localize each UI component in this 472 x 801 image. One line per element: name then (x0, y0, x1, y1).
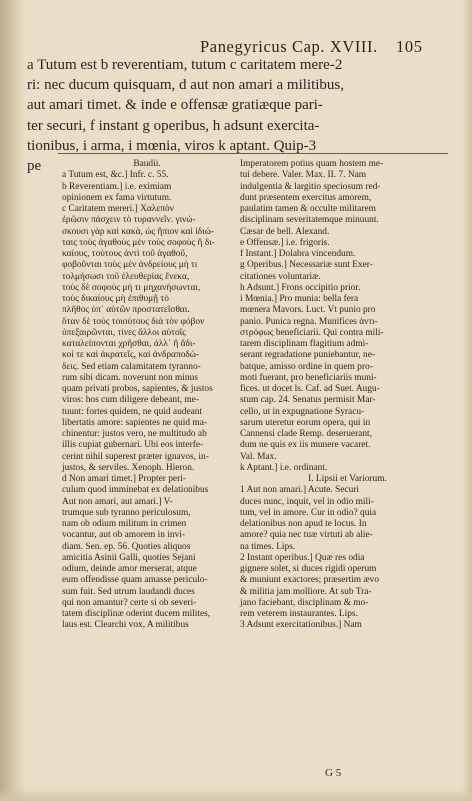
commentary-line: delationibus non apud te locus. In (240, 519, 367, 529)
commentary-left-column (62, 159, 232, 632)
commentary-line: cello, ut in expugnatione Syracu- (240, 406, 365, 417)
main-text-line: pe (27, 157, 42, 174)
commentary-line: vocantur, aut ob amorem in invi- (62, 530, 186, 541)
commentary-line: καίους, τοὺτους ἀντὶ τοῦ ἀγαθοῦ, (62, 249, 188, 259)
commentary-line: ὅταν δὲ τοὺς τοιούτους διὰ τὸν φόβον (62, 316, 205, 327)
commentary-line: ἐρῶσιν πάσχειν τὸ τυραννεῖν. γινώ- (62, 215, 196, 226)
main-text-line: a Tutum est b reverentiam, tutum c caritatem mere-2 (27, 57, 343, 73)
commentary-line: trumque sub tyranno periculosum, (62, 507, 191, 518)
commentary-line: tatem disciplinæ oderint ducem milites, (62, 609, 211, 619)
commentary-line: amore? quia nec tuæ virtuti ab alie- (240, 530, 373, 541)
commentary-line: stum cap. 24. Senatus permisit Mar- (240, 395, 376, 406)
commentary-line: rem veterem instaurantes. Lips. (240, 609, 358, 619)
commentary-line: viros: hos cum diligere debeant, me- (62, 395, 199, 406)
commentary-line: ὑπεξαιρῶνται, τίνες ἄλλοι αὐτοῖς (62, 327, 186, 338)
commentary-line: sarum uteretur eorum opera, qui in (240, 417, 371, 428)
commentary-line: tui debere. Valer. Max. II. 7. Nam (240, 170, 367, 181)
commentary-line: diam. Sen. ep. 56. Quoties aliquos (62, 541, 191, 552)
commentary-line: Baudii. (133, 159, 161, 169)
commentary-line: i Mœnia.] Pro munia: bella fera (240, 294, 359, 304)
commentary-line: moti fuerant, pro beneficiariis muni- (240, 372, 377, 383)
commentary-line: e Offensæ.] i.e. frigoris. (240, 237, 330, 248)
commentary-line: tarem disciplinam flagitium admi- (240, 339, 369, 349)
commentary-line: d Non amari timet.] Propter peri- (62, 474, 186, 484)
signature-mark: G 5 (325, 767, 342, 779)
commentary-line: justos, & serviles. Xenoph. Hieron. (62, 462, 195, 473)
commentary-line: mœnera Mavors. Luct. Vt punio pro (240, 305, 376, 316)
commentary-line: 3 Adsunt exercitationibus.] Nam (240, 620, 362, 631)
commentary-line: h Adsunt.] Frons occipitio prior. (240, 282, 361, 293)
commentary-line: 1 Aut non amari.] Acute. Securi (240, 485, 359, 496)
running-head (200, 37, 440, 57)
commentary-line: na times. Lips. (240, 541, 296, 552)
commentary-line: g Operibus.] Necessariæ sunt Exer- (240, 260, 373, 271)
commentary-line: illis cupiat gubernari. Ubi eos interfe- (62, 440, 204, 451)
commentary-line: Val. Max. (240, 451, 277, 462)
commentary-line: disciplinam severitatemque minuunt. (240, 215, 379, 226)
commentary-line: qui non amantur? certe si ob severi- (62, 597, 197, 608)
commentary-line: nam ob odium militum in crimen (62, 519, 187, 529)
commentary-line: 2 Instant operibus.] Quæ res odia (240, 552, 365, 563)
commentary-line: & militia jam molliore. At sub Tra- (240, 586, 372, 597)
commentary-line: k Aptant.] i.e. ordinant. (240, 462, 328, 473)
commentary-line: f Instant.] Dolabra vincendum. (240, 249, 356, 259)
commentary-line: ταις τοὺς ἀγαθοὺς μὲν τοὺς σοφοὺς ἢ δι- (62, 237, 215, 248)
commentary-line: δεις. Sed etiam calamitatem tyranno- (62, 361, 201, 372)
commentary-line: a Tutum est, &c.] Infr. c. 55. (62, 170, 169, 181)
main-text-line: ter securi, f instant g operibus, h adsunt exercita- (27, 117, 320, 134)
commentary-line: indulgentia & largitio speciosum red- (240, 181, 381, 192)
commentary-line: τοὺς δικαίους μὴ ἐπιθυμῇ τὸ (62, 294, 169, 304)
main-text-line: tionibus, i arma, i mœnia, viros k aptant. Quip-3 (27, 137, 317, 154)
commentary-right-column (240, 159, 455, 632)
commentary-line: στρόφως beneficiarii. Qui contra mili- (240, 327, 384, 338)
commentary-line: libertatis amore: sapientes ne quid ma- (62, 417, 208, 428)
commentary-line: culum quod imminebat ex delationibus (62, 485, 209, 496)
page-bottom-shadow (0, 787, 472, 801)
main-text (27, 55, 462, 176)
commentary-line: sum fuit. Sed utrum laudandi duces (62, 586, 195, 597)
commentary-line: tuunt: fortes quidem, ne quid audeant (62, 406, 203, 417)
commentary-line: jano faciebant, disciplinam & mo- (240, 597, 369, 608)
commentary-line: c Caritatem mereri.] Χαλεπὸν (62, 204, 174, 214)
commentary-line: dunt præsentem exercitus amorem, (240, 192, 372, 203)
commentary-line: & muniunt exactores; præsertim ævo (240, 575, 380, 586)
commentary-line: τολμήσωσι τοῦ ἐλευθερίας ἕνεκα, (62, 271, 190, 282)
commentary-line: I. Lipsii et Variorum. (308, 474, 387, 484)
commentary-line: eum offendisse quam amasse periculo- (62, 575, 208, 586)
commentary-line: dum ne quis ex iis munere vacaret. (240, 440, 371, 451)
commentary-line: σκουσι γὰρ καὶ κακὰ, ὡς ἤπιον καὶ ἰδιώ- (62, 226, 215, 237)
commentary-line: quam privati probos, sapientes, & justos (62, 384, 213, 394)
commentary-line: cerint nihil superest præter ignavos, in- (62, 451, 209, 462)
running-head-title: Panegyricus Cap. XVIII. (200, 37, 378, 56)
commentary-line: κοί τε καὶ ἀκρατεῖς, καὶ ἀνδραποδώ- (62, 350, 200, 361)
commentary-line: καταλείπονται χρῆσθαι, ἀλλ᾽ ἢ ἄδι- (62, 339, 196, 349)
commentary-line: Cannensi clade Remp. deseruerant, (240, 429, 372, 439)
commentary-line: φοβοῦνται τοὺς μὲν ἀνδρείους μὴ τι (62, 260, 198, 271)
commentary-line: amicitia Asinii Galli, quoties Sejani (62, 552, 196, 563)
commentary-line: fices. ut docet ls. Caf. ad Suet. Augu- (240, 384, 380, 394)
commentary-line: chinentur: justos vero, ne multitudo ab (62, 429, 207, 439)
commentary-line: rum sibi dicam. noverunt non minus (62, 372, 198, 383)
commentary-line: panio. Punica regna. Munifices ἀντι- (240, 316, 378, 327)
commentary-line: gignere solet, si duces rigidi operum (240, 564, 377, 574)
commentary-line: duces nunc, inquit, vel in odio mili- (240, 496, 374, 507)
commentary-line: b Reverentiam.] i.e. eximiam (62, 181, 172, 192)
commentary-line: laus est. Clearchi vox, A militibus (62, 620, 189, 631)
page-gutter-shadow (0, 0, 26, 801)
main-text-line: ri: nec ducum quisquam, d aut non amari a militibus, (27, 77, 345, 94)
commentary-line: Cæsar de bell. Alexand. (240, 226, 330, 237)
main-text-line: aut amari timet. & inde e offensæ gratiæque pari- (27, 97, 323, 114)
page-edge-shadow (462, 0, 472, 801)
commentary-line: batque, amisso ordine in quem pro- (240, 361, 373, 372)
page-number: 105 (396, 37, 423, 56)
commentary-line: opinionem ex fama virtutum. (62, 192, 172, 203)
commentary-line: citationes voluntariæ. (240, 271, 321, 282)
commentary-line: Imperatorem potius quam hostem me- (240, 159, 384, 169)
commentary-line: τοὺς δὲ σοφοὺς μή τι μηχανήσωνται, (62, 282, 201, 293)
commentary-line: πλῆθος ὑπ᾽ αὐτῶν προστατεῖσθαι. (62, 305, 190, 316)
commentary-line: odium, deinde amor merserat, atque (62, 564, 197, 574)
commentary-line: paulatim tamen & occulte militarem (240, 204, 376, 214)
commentary-line: tum, vel in amore. Cur in odio? quia (240, 507, 377, 518)
commentary-line: serant regradatione puniebantur, ne- (240, 350, 375, 361)
text-divider-rule (58, 153, 448, 154)
commentary-line: Aut non amari, aut amari.] V- (62, 496, 173, 507)
